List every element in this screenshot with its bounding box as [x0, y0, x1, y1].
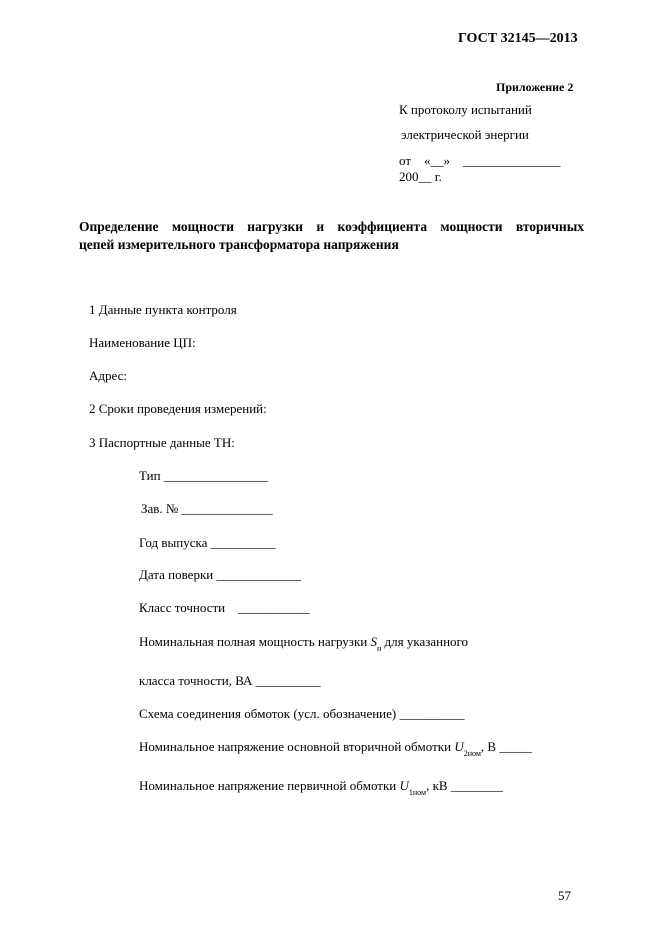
rated-power-symbol: S	[370, 634, 377, 649]
appendix-year-line: 200__ г.	[399, 169, 442, 184]
address-label: Адрес:	[89, 368, 127, 383]
field-winding-scheme: Схема соединения обмоток (усл. обозначение) __________	[139, 706, 465, 721]
appendix-line-2: электрической энергии	[401, 127, 529, 142]
cp-name-label: Наименование ЦП:	[89, 335, 196, 350]
rated-power-text: Номинальная полная мощность нагрузки	[139, 634, 371, 649]
field-secondary-voltage	[139, 739, 532, 758]
section-3-heading: 3 Паспортные данные ТН:	[89, 435, 235, 450]
field-accuracy-class: Класс точности ___________	[139, 600, 310, 615]
rated-power-text-end: для указанного	[381, 634, 469, 649]
secondary-voltage-symbol: U	[454, 739, 464, 754]
primary-voltage-text: Номинальное напряжение первичной обмотки	[139, 778, 400, 793]
title-line-2: цепей измерительного трансформатора напряжения	[79, 237, 399, 252]
primary-voltage-symbol: U	[399, 778, 409, 793]
field-type: Тип ________________	[139, 468, 268, 483]
field-rated-power-line-2: класса точности, ВА __________	[139, 673, 321, 688]
appendix-label: Приложение 2	[496, 80, 574, 94]
appendix-line-1: К протоколу испытаний	[399, 102, 532, 117]
rated-power-subscript: н	[376, 644, 382, 653]
appendix-date-line: от «__» _______________	[399, 153, 561, 168]
field-rated-power	[139, 634, 468, 653]
title-line-1: Определение мощности нагрузки и коэффициента мощности вторичных	[79, 219, 584, 234]
secondary-voltage-text-end: , В _____	[480, 739, 532, 754]
section-1-heading: 1 Данные пункта контроля	[89, 302, 237, 317]
page-number: 57	[558, 888, 571, 903]
section-2-heading: 2 Сроки проведения измерений:	[89, 401, 267, 416]
document-id: ГОСТ 32145—2013	[458, 31, 578, 46]
field-manufacture-year: Год выпуска __________	[139, 535, 276, 550]
secondary-voltage-text: Номинальное напряжение основной вторичной обмотки	[139, 739, 455, 754]
primary-voltage-text-end: , кВ ________	[426, 778, 503, 793]
document-title	[79, 218, 584, 254]
field-primary-voltage	[139, 778, 503, 797]
field-serial-number: Зав. № ______________	[141, 501, 273, 516]
primary-voltage-subscript: 1ном	[408, 788, 427, 797]
field-verification-date: Дата поверки _____________	[139, 567, 301, 582]
secondary-voltage-subscript: 2ном	[463, 749, 481, 758]
